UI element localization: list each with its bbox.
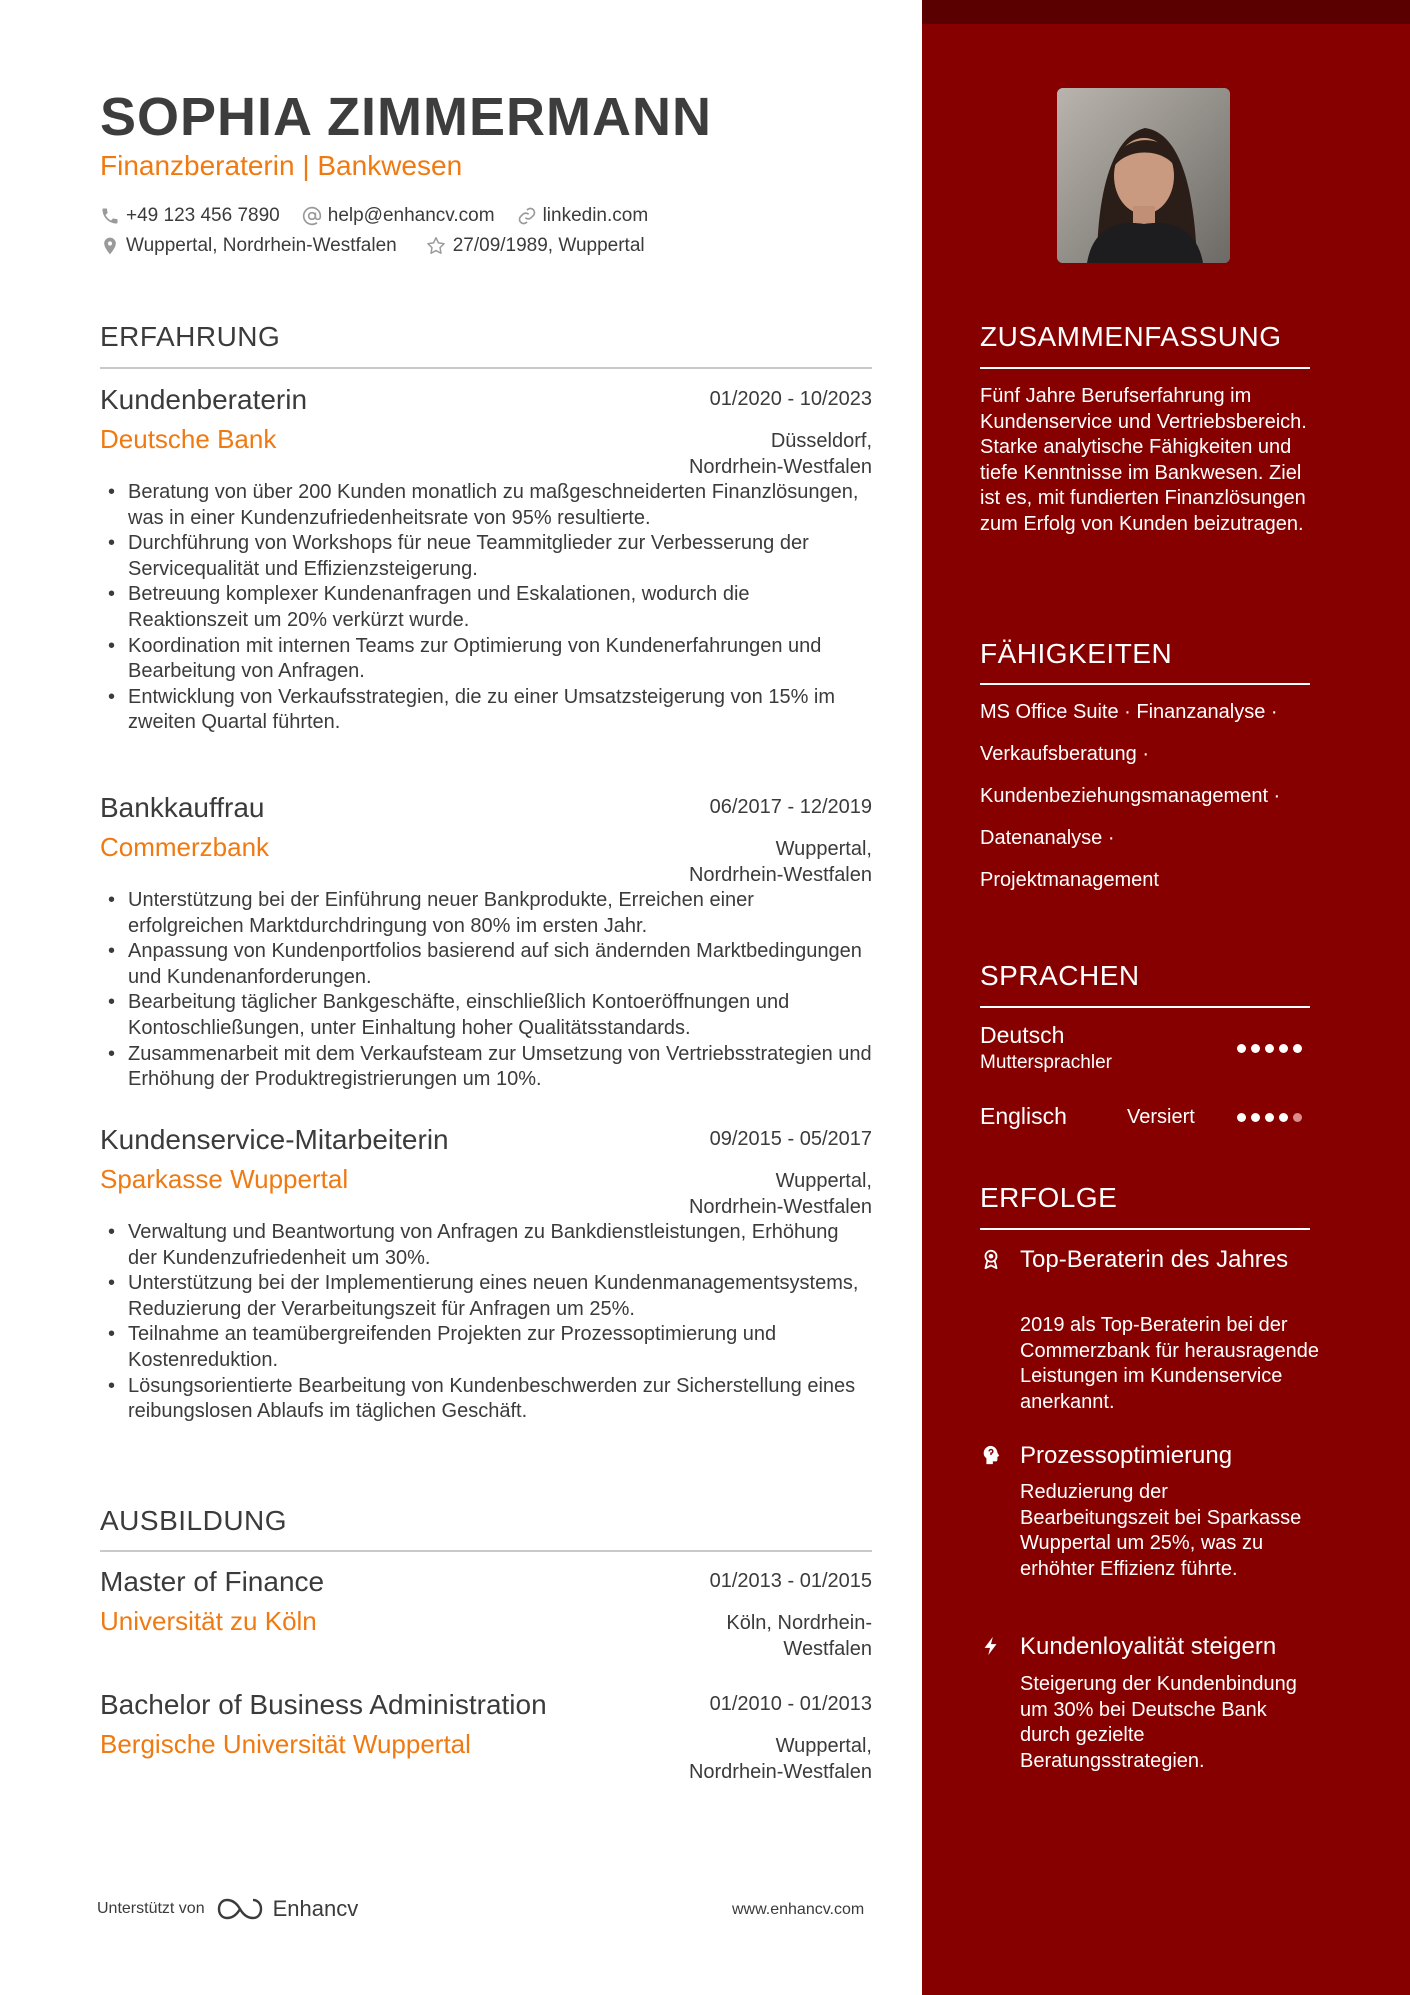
achievement-title: Kundenloyalität steigern [1020, 1633, 1277, 1660]
achievement-title: Top-Beraterin des Jahres [1020, 1246, 1289, 1273]
job-bullet: • Bearbeitung täglicher Bankgeschäfte, einschließlich Kontoeröffnungen und Kontoschließungen, unter Einhaltung hoher Qualitätsstandards. [100, 990, 872, 1041]
location-pin-icon [100, 236, 120, 256]
rating-dot [1265, 1044, 1274, 1053]
job-entry [100, 1124, 872, 1425]
job-location: Düsseldorf, Nordrhein-Westfalen [688, 430, 872, 478]
education-school: Bergische Universität Wuppertal [100, 1729, 471, 1759]
job-bullet: • Anpassung von Kundenportfolios basierend auf sich ändernden Marktbedingungen und Kundenanforderungen. [100, 939, 872, 990]
education-location: Wuppertal, Nordrhein-Westfalen [688, 1735, 872, 1783]
achievement-title: Prozessoptimierung [1020, 1442, 1233, 1469]
contact-email[interactable] [302, 205, 495, 227]
job-bullet: • Unterstützung bei der Implementierung eines neuen Kundenmanagementsystems, Reduzierung der Verarbeitungszeit für Anfragen um 25%. [100, 1271, 872, 1322]
skills-rule [980, 683, 1310, 685]
job-date: 06/2017 - 12/2019 [709, 796, 872, 818]
contact-birth [425, 235, 645, 257]
education-entry [100, 1689, 872, 1785]
rating-dot [1279, 1044, 1288, 1053]
rating-dot [1251, 1113, 1260, 1122]
rating-dot [1251, 1044, 1260, 1053]
job-bullet: • Zusammenarbeit mit dem Verkaufsteam zur Umsetzung von Vertriebsstrategien und Erhöhung der Produktregistrierungen um 10%. [100, 1042, 872, 1093]
job-entry [100, 792, 872, 1093]
rating-dot [1279, 1113, 1288, 1122]
linkedin-text: linkedin.com [542, 205, 649, 226]
enhancv-brand[interactable]: Enhancv [272, 1896, 359, 1921]
education-rule [100, 1550, 872, 1552]
bolt-icon [980, 1635, 1002, 1657]
birth-text: 27/09/1989, Wuppertal [452, 235, 645, 256]
job-bullet: • Lösungsorientierte Bearbeitung von Kundenbeschwerden zur Sicherstellung eines reibungslosen Ablaufs im täglichen Geschäft. [100, 1374, 872, 1425]
job-bullets [100, 888, 872, 1093]
rating-dot [1237, 1044, 1246, 1053]
job-company: Sparkasse Wuppertal [100, 1164, 349, 1194]
job-title: Kundenberaterin [100, 384, 308, 415]
summary-text: Fünf Jahre Berufserfahrung im Kundenservice und Vertriebsbereich. Starke analytische Fähigkeiten und tiefe Kenntnisse im Bankwesen. Ziel ist es, mit fundierten Finanzlösungen zum Erfolg von Kunden beizutragen. [980, 385, 1307, 535]
job-bullet: • Koordination mit internen Teams zur Optimierung von Kundenerfahrungen und Bearbeitung von Anfragen. [100, 634, 872, 685]
language-level: Versiert [1127, 1106, 1195, 1128]
contact-phone[interactable] [100, 205, 280, 227]
brain-icon [980, 1444, 1002, 1466]
contact-location [100, 235, 397, 257]
education-school: Universität zu Köln [100, 1606, 317, 1636]
job-bullets [100, 480, 872, 736]
languages-rule [980, 1006, 1310, 1008]
job-bullet: • Durchführung von Workshops für neue Teammitglieder zur Verbesserung der Servicequalität und Effizienzsteigerung. [100, 531, 872, 582]
achievement-text: Reduzierung der Bearbeitungszeit bei Sparkasse Wuppertal um 25%, was zu erhöhter Effizienz führte. [1020, 1481, 1302, 1580]
language-name: Englisch [980, 1103, 1067, 1129]
skill-line: Projektmanagement [980, 869, 1159, 891]
enhancv-logo-icon [215, 1896, 265, 1922]
education-degree: Master of Finance [100, 1566, 325, 1597]
job-bullet: • Teilnahme an teamübergreifenden Projekten zur Prozessoptimierung und Kostenreduktion. [100, 1322, 872, 1373]
rating-dot [1265, 1113, 1274, 1122]
portrait-image [1057, 88, 1230, 263]
summary-rule [980, 367, 1310, 369]
footer-powered-by [97, 1896, 358, 1922]
location-text: Wuppertal, Nordrhein-Westfalen [126, 235, 397, 256]
job-bullet: • Beratung von über 200 Kunden monatlich zu maßgeschneiderten Finanzlösungen, was in einer Kundenzufriedenheitsrate von 95% resultierte. [100, 480, 872, 531]
achievements-title: ERFOLGE [980, 1182, 1118, 1213]
sidebar-top-bar [922, 0, 1410, 24]
achievement-text: Steigerung der Kundenbindung um 30% bei Deutsche Bank durch gezielte Beratungsstrategien. [1020, 1673, 1297, 1772]
job-date: 09/2015 - 05/2017 [709, 1128, 872, 1150]
languages-title: SPRACHEN [980, 960, 1140, 991]
profile-photo [1057, 88, 1230, 263]
education-entry [100, 1566, 872, 1662]
language-level: Muttersprachler [980, 1052, 1112, 1073]
candidate-subtitle: Finanzberaterin | Bankwesen [100, 150, 463, 181]
rating-dot [1237, 1113, 1246, 1122]
skill-line: Kundenbeziehungsmanagement · [980, 785, 1281, 807]
star-icon [425, 235, 447, 257]
job-location: Wuppertal, Nordrhein-Westfalen [688, 1170, 872, 1218]
contact-row-2 [100, 233, 667, 259]
link-icon [517, 206, 537, 226]
skills-title: FÄHIGKEITEN [980, 638, 1173, 669]
phone-text: +49 123 456 7890 [126, 205, 280, 226]
language-name: Deutsch [980, 1022, 1065, 1048]
job-company: Commerzbank [100, 832, 270, 862]
rating-dot [1293, 1044, 1302, 1053]
education-location: Köln, Nordrhein- Westfalen [726, 1612, 872, 1660]
skill-line: MS Office Suite · Finanzanalyse · [980, 701, 1278, 723]
education-date: 01/2013 - 01/2015 [709, 1570, 872, 1592]
job-bullets [100, 1220, 872, 1425]
job-title: Kundenservice-Mitarbeiterin [100, 1124, 449, 1155]
job-bullet: • Betreuung komplexer Kundenanfragen und Eskalationen, wodurch die Reaktionszeit um 20% verkürzt wurde. [100, 582, 872, 633]
skill-line: Verkaufsberatung · [980, 743, 1149, 765]
experience-title: ERFAHRUNG [100, 321, 281, 352]
summary-title: ZUSAMMENFASSUNG [980, 321, 1282, 352]
job-entry [100, 384, 872, 736]
powered-by-text: Unterstützt von [97, 1900, 205, 1917]
experience-rule [100, 367, 872, 369]
candidate-name: SOPHIA ZIMMERMANN [100, 87, 712, 147]
contact-linkedin[interactable] [517, 205, 649, 227]
footer-website[interactable]: www.enhancv.com [732, 1901, 865, 1918]
job-date: 01/2020 - 10/2023 [709, 388, 872, 410]
rating-dot [1293, 1113, 1302, 1122]
job-location: Wuppertal, Nordrhein-Westfalen [688, 838, 872, 886]
skill-line: Datenanalyse · [980, 827, 1115, 849]
education-degree: Bachelor of Business Administration [100, 1689, 547, 1720]
phone-icon [100, 206, 120, 226]
email-text: help@enhancv.com [327, 205, 495, 226]
education-date: 01/2010 - 01/2013 [709, 1693, 872, 1715]
job-bullet: • Verwaltung und Beantwortung von Anfragen zu Bankdienstleistungen, Erhöhung der Kundenzufriedenheit um 30%. [100, 1220, 872, 1271]
language-rating [1237, 1044, 1307, 1053]
job-title: Bankkauffrau [100, 792, 265, 823]
at-icon [302, 206, 322, 226]
achievements-rule [980, 1228, 1310, 1230]
achievement-text: 2019 als Top-Beraterin bei der Commerzbank für herausragende Leistungen im Kundenservice anerkannt. [1020, 1314, 1320, 1413]
award-icon [980, 1248, 1002, 1270]
job-bullet: • Entwicklung von Verkaufsstrategien, die zu einer Umsatzsteigerung von 15% im zweiten Quartal führten. [100, 685, 872, 736]
contact-row-1 [100, 203, 670, 229]
job-company: Deutsche Bank [100, 424, 277, 454]
education-title: AUSBILDUNG [100, 1505, 288, 1536]
language-rating [1237, 1113, 1307, 1122]
job-bullet: • Unterstützung bei der Einführung neuer Bankprodukte, Erreichen einer erfolgreichen Marktdurchdringung von 80% im ersten Jahr. [100, 888, 872, 939]
